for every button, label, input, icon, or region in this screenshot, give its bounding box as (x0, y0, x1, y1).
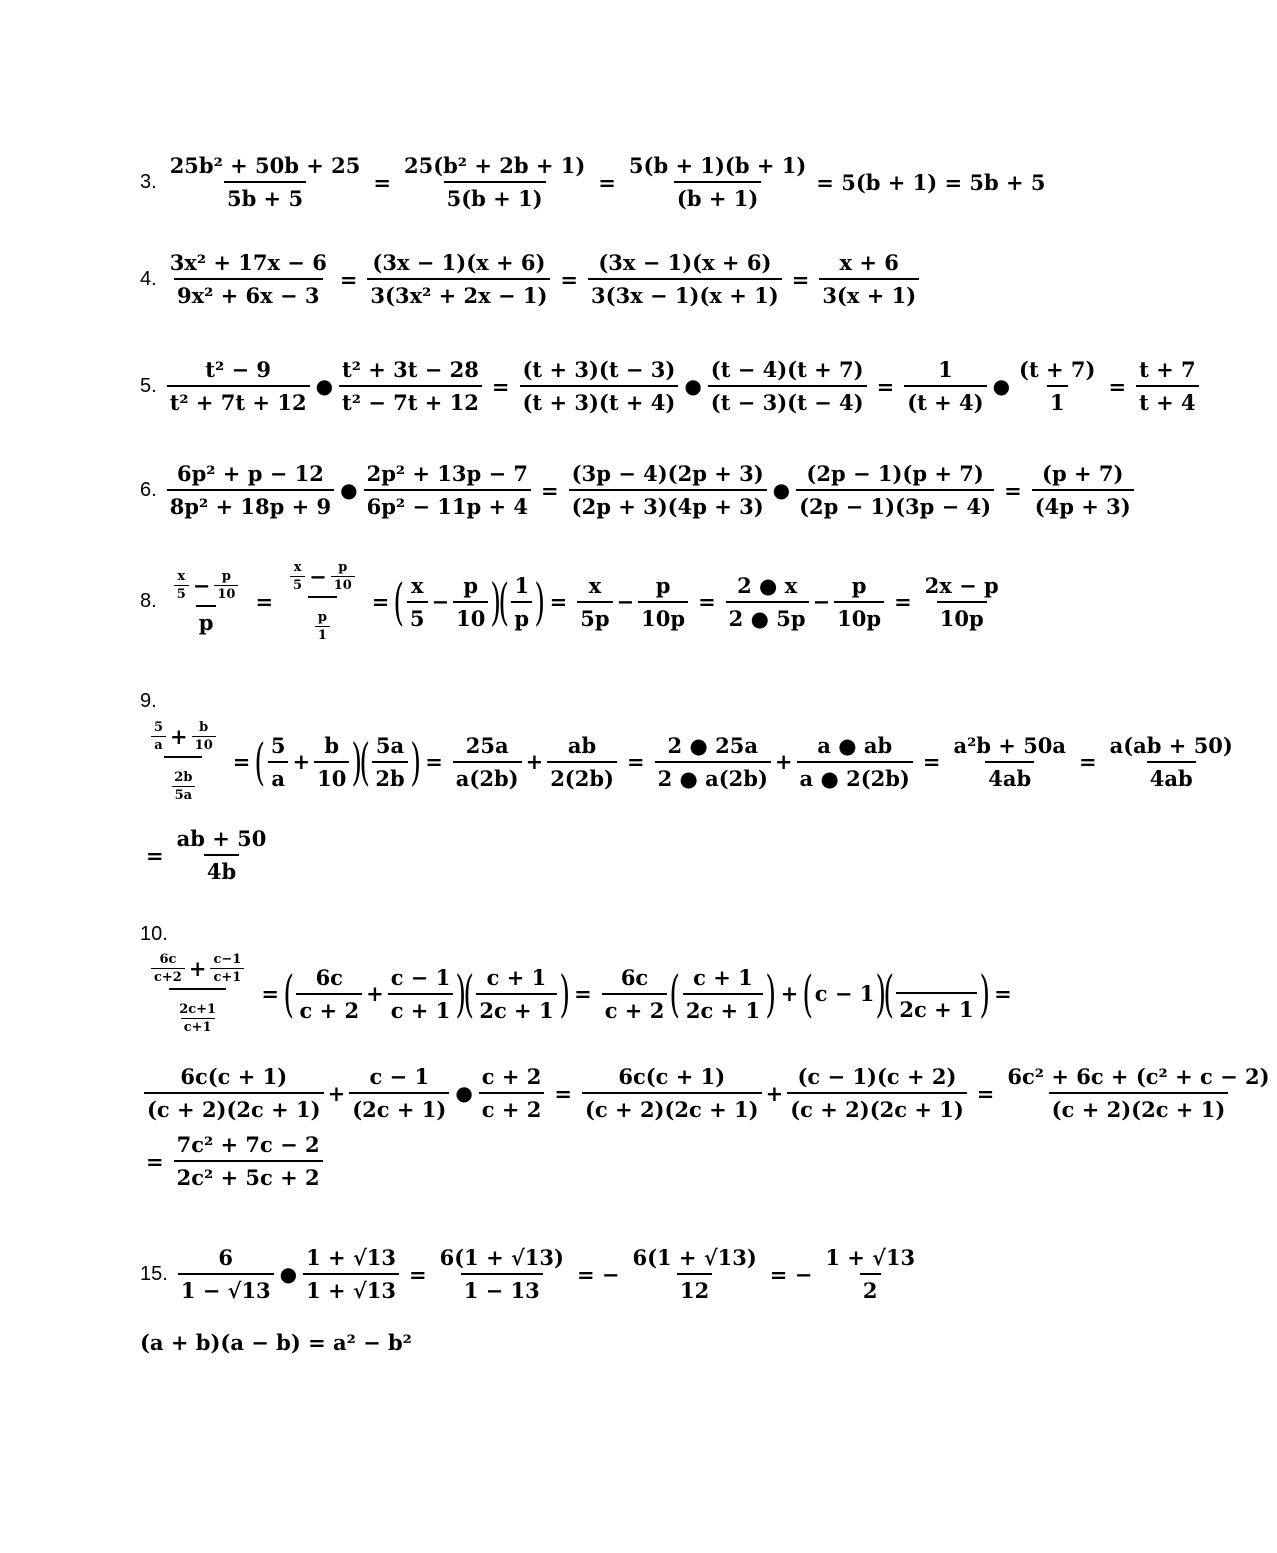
problem-9-result (140, 826, 273, 884)
complex-fraction (283, 560, 362, 643)
fraction: $\frac{(t + 3)(t - 3)}{(t + 3)(t + 4)}$ (520, 357, 679, 415)
right-paren: ) (875, 964, 887, 1023)
fraction: $\frac{1 + √13}{1 + √13}$ (303, 1245, 399, 1303)
fraction: $\frac{2x - p}{10p}$ (924, 572, 999, 631)
fraction: $\frac{\text{t² − 9}}{\text{t² + 7t + 12}}$ (167, 357, 310, 415)
fraction: $\frac{1}{p}$ (511, 573, 532, 631)
fraction: $\frac{2 ● x}{2 ● 5p}$ (726, 573, 809, 631)
plus-sign: + (366, 981, 384, 1006)
fraction: $\frac{5}{a}$ (268, 733, 289, 791)
problem-4 (140, 250, 923, 308)
multiply-dot: ● (684, 374, 702, 398)
fraction: $\frac{6c}{c + 2}$ (602, 965, 668, 1023)
fraction: $\frac{\text{2p² + 13p − 7}}{\text{6p² − 11p + 4}}$ (364, 461, 531, 519)
right-paren: ) (490, 572, 502, 631)
right-paren: ) (765, 964, 777, 1023)
fraction: $\frac{c - 1}{c + 1}$ (388, 965, 454, 1023)
fraction: $\frac{1}{(t + 4)}$ (904, 357, 986, 415)
fraction: $\frac{x}{5}$ (407, 573, 428, 631)
fraction: $\frac{x}{5}$ (174, 569, 189, 602)
equals-sign: = (261, 981, 279, 1006)
plus-sign: + (765, 1080, 784, 1106)
plus-sign: + (525, 749, 544, 774)
plus-sign: + (292, 749, 311, 774)
equals-sign: = (146, 842, 164, 868)
complex-fraction: $\frac{x}{5}$ − $\frac{p}{10}$ p (167, 569, 246, 635)
identity-text: (a + b)(a − b) = a² − b² (140, 1330, 412, 1355)
problem-number: 5. (140, 374, 157, 397)
equals-sign: = (1108, 373, 1127, 399)
fraction: $\frac{5(b + 1)(b + 1)}{(b + 1)}$ (628, 153, 807, 211)
fraction: $\frac{x}{5}$ (290, 560, 305, 593)
left-paren: ( (669, 964, 681, 1023)
problem-10 (140, 952, 1018, 1035)
complex-fraction (144, 720, 223, 803)
problem-number: 10. (140, 923, 168, 945)
fraction: $\frac{2c+1}{c+1}$ (179, 1002, 217, 1035)
fraction: $\frac{c-1}{c+1}$ (210, 952, 244, 985)
left-paren: ( (463, 964, 474, 1023)
equals-sign: = (876, 373, 895, 399)
plus-sign: + (170, 724, 188, 749)
fraction: $\frac{(3x - 1)(x + 6)}{3(3x - 1)(x + 1)}$ (588, 250, 782, 308)
problem-8 (140, 560, 1006, 643)
problem-6 (140, 461, 1138, 519)
equals-sign: = (698, 589, 716, 614)
equals-sign: = (598, 169, 616, 195)
problem-9 (140, 720, 1240, 803)
fraction: $\frac{(t - 4)(t + 7)}{(t - 3)(t - 4)}$ (708, 357, 867, 415)
fraction: $\frac{6(1 + √13)}{12}$ (632, 1245, 757, 1303)
fraction: $\frac{6}{1 - √13}$ (178, 1245, 274, 1303)
left-paren: ( (359, 732, 370, 791)
fraction: $\frac{25a}{a(2b)}$ (453, 733, 522, 791)
problem-15 (140, 1245, 922, 1303)
fraction: $\frac{c + 1}{2c + 1}$ (476, 965, 556, 1023)
problem-10-result (140, 1132, 327, 1190)
fraction: $\frac{6(1 + √13)}{1 - 13}$ (439, 1245, 564, 1303)
fraction: $\frac{6c(c + 1)}{(c + 2)(2c + 1)}$ (582, 1064, 762, 1122)
result-text: = 5(b + 1) = 5b + 5 (816, 169, 1046, 195)
multiply-dot: ● (340, 478, 358, 502)
problem-number: 6. (140, 478, 157, 501)
fraction: $\frac{(p + 7)}{(4p + 3)}$ (1032, 461, 1134, 519)
fraction: $\frac{6c}{c + 2}$ (296, 965, 362, 1023)
equals-sign: = (425, 749, 443, 774)
equals-sign: = (574, 981, 592, 1006)
right-paren: ) (979, 964, 990, 1023)
fraction: $\frac{2 ● 25a}{2 ● a(2b)}$ (655, 733, 771, 791)
fraction: $\frac{c + 1}{2c + 1}$ (683, 965, 763, 1023)
multiply-dot: ● (992, 374, 1011, 398)
left-paren: ( (283, 964, 295, 1023)
equals-sign: = (339, 266, 358, 292)
fraction: $\frac{6c(c + 1)}{(c + 2)(2c + 1)}$ (144, 1064, 324, 1122)
multiply-dot: ● (455, 1081, 473, 1105)
minus-sign: − (309, 564, 327, 589)
multiply-dot: ● (279, 1262, 298, 1286)
left-paren: ( (498, 572, 510, 631)
fraction: $\frac{2b}{5a}$ (171, 770, 195, 803)
right-paren: ) (534, 572, 546, 631)
fraction: $\frac{\text{a²b + 50a}}{4ab}$ (953, 732, 1067, 791)
fraction: $\frac{(c - 1)(c + 2)}{(c + 2)(2c + 1)}$ (787, 1064, 967, 1122)
multiply-dot: ● (772, 478, 791, 502)
fraction: $\frac{p}{10}$ (331, 560, 355, 593)
fraction: $\frac{t + 7}{t + 4}$ (1136, 357, 1199, 415)
problem-3 (140, 153, 1049, 211)
equals-sign: = (791, 266, 810, 292)
fraction: 2c + 1 (896, 965, 976, 1022)
fraction: $\frac{x}{5p}$ (577, 573, 612, 631)
fraction: $\frac{ab + 50}{4b}$ (176, 826, 267, 884)
fraction: $\frac{\text{3x² + 17x − 6}}{\text{9x² + 6x − 3}}$ (169, 250, 327, 308)
complex-fraction (144, 952, 251, 1035)
equals-sign: = (255, 589, 274, 614)
right-paren: ) (558, 964, 570, 1023)
equals-sign: = − (576, 1261, 620, 1287)
fraction: $\frac{6c}{c+2}$ (151, 952, 185, 985)
problem-10-line-2 (140, 1064, 1277, 1122)
fraction: $\frac{\text{6p² + p − 12}}{\text{8p² + 18p + 9}}$ (167, 461, 334, 519)
fraction: $\frac{ab}{2(2b)}$ (547, 733, 617, 791)
fraction: $\frac{c - 1}{(2c + 1)}$ (349, 1064, 449, 1122)
equals-sign: = (549, 589, 568, 614)
equals-sign: = (922, 749, 941, 774)
fraction: $\frac{p}{1}$ (315, 610, 330, 643)
equals-sign: = (146, 1148, 164, 1174)
fraction: $\frac{b}{10}$ (192, 720, 216, 753)
plus-sign: + (327, 1080, 346, 1106)
minus-sign: − (192, 572, 211, 598)
equals-sign: = (976, 1080, 995, 1106)
problem-number: 3. (140, 170, 157, 193)
fraction: $\frac{p}{10p}$ (638, 573, 688, 631)
equals-sign: = (371, 589, 390, 614)
minus-sign: − (431, 589, 450, 614)
plus-sign: + (780, 981, 799, 1006)
fraction: $\frac{\text{25(b² + 2b + 1)}}{5(b + 1)}$ (403, 153, 586, 211)
problem-5 (140, 357, 1203, 415)
fraction: $\frac{5}{a}$ (151, 720, 166, 753)
problem-number: 8. (140, 590, 157, 612)
equals-sign: = (491, 373, 510, 399)
fraction: $\frac{a(ab + 50)}{4ab}$ (1109, 732, 1233, 791)
equals-sign: = (541, 477, 559, 503)
fraction: $\frac{(3x - 1)(x + 6)}{\text{3(3x² + 2x − 1)}}$ (367, 250, 550, 308)
fraction: $\frac{x + 6}{3(x + 1)}$ (819, 250, 919, 308)
plus-sign: + (774, 749, 793, 774)
problem-number: 9. (140, 690, 157, 712)
minus-sign: − (616, 589, 635, 614)
left-paren: ( (393, 572, 405, 631)
fraction: $\frac{\text{25b² + 50b + 25}}{5b + 5}$ (169, 153, 361, 211)
fraction: $\frac{p}{10}$ (453, 573, 488, 631)
equals-sign: = (232, 749, 251, 774)
right-paren: ) (455, 964, 467, 1023)
equals-sign: = (408, 1261, 427, 1287)
left-paren: ( (254, 732, 266, 791)
fraction: $\frac{b}{10}$ (314, 733, 349, 791)
right-paren: ) (351, 732, 363, 791)
fraction: $\frac{\text{6c² + 6c + (c² + c − 2)}}{(c + 2)(2c + 1)}$ (1007, 1064, 1270, 1122)
identity-line (140, 1330, 412, 1355)
fraction: $\frac{c + 2}{c + 2}$ (479, 1064, 545, 1122)
fraction: $\frac{\text{7c² + 7c − 2}}{\text{2c² + 5c + 2}}$ (174, 1132, 323, 1190)
left-paren: ( (802, 964, 814, 1023)
problem-number: 15. (140, 1262, 168, 1285)
minus-sign: − (812, 589, 831, 614)
equals-sign: = − (769, 1261, 813, 1287)
equals-sign: = (994, 981, 1012, 1006)
fraction: $\frac{(3p - 4)(2p + 3)}{(2p + 3)(4p + 3)}$ (569, 461, 767, 519)
equals-sign: = (554, 1080, 572, 1106)
fraction: $\frac{a ● ab}{a ● 2(2b)}$ (797, 733, 913, 791)
equals-sign: = (1004, 477, 1022, 503)
problem-number: 4. (140, 267, 157, 290)
equals-sign: = (1079, 749, 1097, 774)
fraction: $\frac{(2p - 1)(p + 7)}{(2p - 1)(3p - 4)}$ (796, 461, 994, 519)
plus-sign: + (188, 956, 207, 981)
left-paren: ( (883, 964, 894, 1023)
equals-sign: = (373, 169, 391, 195)
multiply-dot: ● (315, 374, 334, 398)
fraction: $\frac{(t + 7)}{1}$ (1019, 357, 1096, 415)
fraction: $\frac{\text{t² + 3t − 28}}{\text{t² − 7t + 12}}$ (339, 357, 482, 415)
right-paren: ) (410, 732, 421, 791)
equals-sign: = (894, 589, 912, 614)
expression-text: c − 1 (814, 981, 875, 1006)
fraction: $\frac{5a}{2b}$ (372, 733, 407, 791)
fraction: $\frac{p}{10}$ (214, 569, 238, 602)
equals-sign: = (626, 749, 645, 774)
fraction: $\frac{p}{10p}$ (834, 573, 884, 631)
fraction: $\frac{1 + √13}{2}$ (825, 1245, 916, 1303)
equals-sign: = (560, 266, 579, 292)
